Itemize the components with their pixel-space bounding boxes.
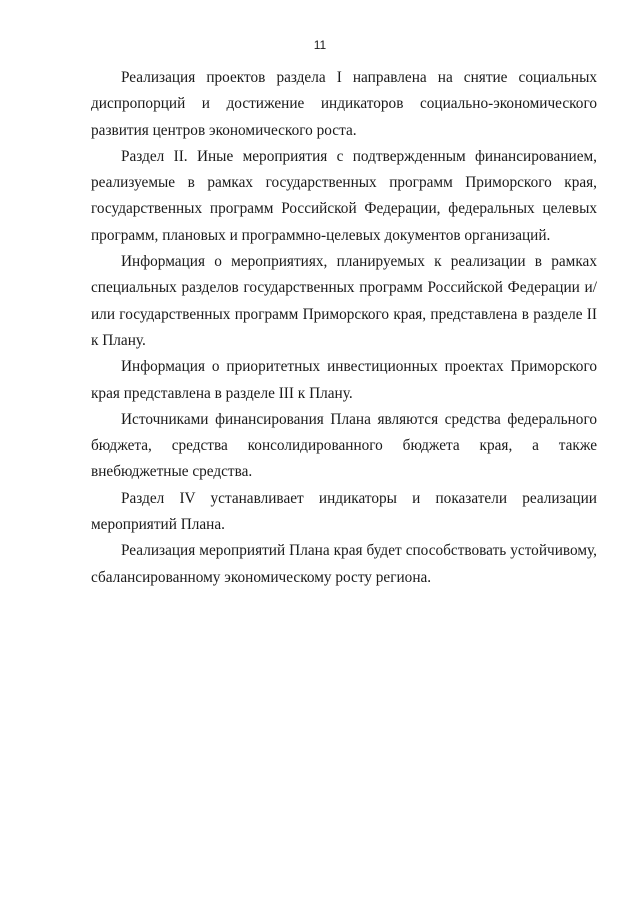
paragraph-conclusion: Реализация мероприятий Плана края будет способствовать устойчивому, сбалансированному экономическому росту региона. xyxy=(91,542,597,586)
paragraph-funding-sources: Источниками финансирования Плана являются средства федерального бюджета, средства консолидированного бюджета края, а также внебюджетные средства. xyxy=(91,410,597,481)
paragraph-special-sections: Информация о мероприятиях, планируемых к реализации в рамках специальных разделов государственных программ Российской Федерации и/или государственных программ Приморского края, представлена в разделе II к Плану. xyxy=(91,253,597,349)
paragraph-section-1: Реализация проектов раздела I направлена на снятие социальных диспропорций и достижение индикаторов социально-экономического развития центров экономического роста. xyxy=(91,69,597,139)
paragraph-priority-projects: Информация о приоритетных инвестиционных проектах Приморского края представлена в разделе III к Плану. xyxy=(91,358,597,402)
document-body xyxy=(91,65,597,591)
paragraph-section-2: Раздел II. Иные мероприятия с подтвержденным финансированием, реализуемые в рамках государственных программ Приморского края, государственных программ Российской Федерации, федеральных целевых программ, плановых и программно-целевых документов организаций. xyxy=(91,147,597,244)
paragraph-section-4: Раздел IV устанавливает индикаторы и показатели реализации мероприятий Плана. xyxy=(91,489,597,534)
page-number: 11 xyxy=(313,38,327,52)
